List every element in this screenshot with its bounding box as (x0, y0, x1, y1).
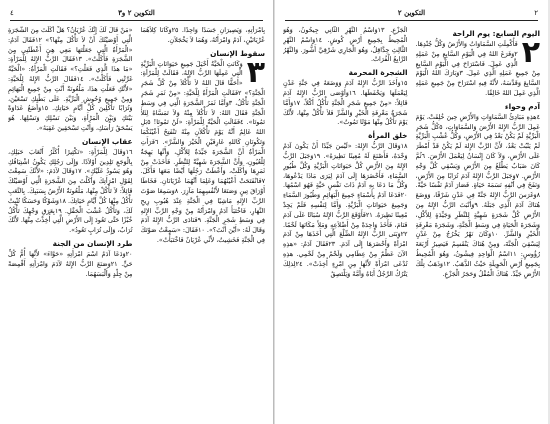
section-heading: الشجرة المحرمة (348, 68, 408, 78)
text-columns (283, 26, 540, 418)
page-header (10, 6, 263, 21)
running-head: التكوين ٢ و٣ (118, 8, 155, 17)
section-heading: طرد الإنسان من الجنة (52, 238, 133, 248)
paragraph: الْجَزْعِ. ١٣وَاسْمُ النَّهْرِ الثَّانِي جِيحُونُ، وَهُوَ الْمُحِيطُ بِجَمِيعِ أَرْضِ كُوشٍ. ١٤وَاسْمُ النَّهْرِ الثَّالِثِ حِدَّاقِلُ، وَهُوَ الْجَارِي شَرْقِيَّ أَشُّورَ. وَالنَّهْرُ الرَّابِعُ الْفُرَاتُ. (283, 26, 408, 64)
page-number: ٤ (10, 9, 14, 17)
column-right (141, 26, 266, 418)
section-heading: اليوم السابع: يوم الراحة (452, 29, 540, 38)
column-right (416, 26, 541, 418)
left-page (0, 0, 274, 424)
chapter-text: فَأُكْمِلَتِ السَّمَاوَاتُ وَالأَرْضُ وَكُلُّ جُنْدِهَا. ٢وَفَرَغَ اللهُ فِي الْيَوْمِ السَّابِعِ مِنْ عَمَلِهِ الَّذِي عَمِلَ. فَاسْتَرَاحَ فِي الْيَوْمِ السَّابِعِ مِنْ جَمِيعِ عَمَلِهِ الَّذِي عَمِلَ. ٣وَبَارَكَ اللهُ الْيَوْمَ السَّابِعَ وَقَدَّسَهُ، لأَنَّهُ فِيهِ اسْتَرَاحَ مِنْ جَمِيعِ عَمَلِهِ الَّذِي عَمِلَ اللهُ خَالِقًا. (415, 40, 540, 97)
chapter-number: ٢ (521, 35, 540, 70)
text-columns (8, 26, 265, 418)
section-heading: سقوط الإنسان (210, 48, 265, 58)
paragraph: ١٥وَأَخَذَ الرَّبُّ الإِلهُ آدَمَ وَوَضَعَهُ فِي جَنَّةِ عَدْنٍ لِيَعْمَلَهَا وَيَحْفَظَهَا. ١٦وَأَوْصَى الرَّبُّ الإِلهُ آدَمَ قَائِلاً: «مِنْ جَمِيعِ شَجَرِ الْجَنَّةِ تَأْكُلُ أَكْلاً، ١٧وَأَمَّا شَجَرَةُ مَعْرِفَةِ الْخَيْرِ وَالشَّرِّ فَلاَ تَأْكُلْ مِنْهَا، لأَنَّكَ يَوْمَ تَأْكُلُ مِنْهَا مَوْتًا تَمُوتُ». (283, 79, 408, 127)
section-heading: آدم وحواء (504, 101, 540, 111)
right-page (274, 0, 548, 424)
chapter-paragraph (415, 35, 541, 99)
paragraph: ١٦وَقَالَ لِلْمَرْأَةِ: «تَكْثِيرًا أُكَثِّرُ أَتْعَابَ حَبَلِكِ، بِالْوَجَعِ تَلِدِينَ أَوْلاَدًا. وَإِلَى رَجُلِكِ يَكُونُ اشْتِيَاقُكِ وَهُوَ يَسُودُ عَلَيْكِ». ١٧وَقَالَ لآدَمَ: «لأَنَّكَ سَمِعْتَ لِقَوْلِ امْرَأَتِكَ وَأَكَلْتَ مِنَ الشَّجَرَةِ الَّتِي أَوْصَيْتُكَ قَائِلاً: لاَ تَأْكُلْ مِنْهَا، مَلْعُونَةٌ الأَرْضُ بِسَبَبِكَ. بِالتَّعَبِ تَأْكُلُ مِنْهَا كُلَّ أَيَّامِ حَيَاتِكَ. ١٨وَشَوْكًا وَحَسَكًا تُنْبِتُ لَكَ، وَتَأْكُلُ عُشْبَ الْحَقْلِ. ١٩بِعَرَقِ وَجْهِكَ تَأْكُلُ خُبْزًا حَتَّى تَعُودَ إِلَى الأَرْضِ الَّتِي أُخِذْتَ مِنْهَا. لأَنَّكَ تُرَابٌ، وَإِلَى تُرَابٍ تَعُودُ». (8, 147, 133, 235)
chapter-text: وَكَانَتِ الْحَيَّةُ أَحْيَلَ جَمِيعِ حَيَوَانَاتِ الْبَرِّيَّةِ الَّتِي عَمِلَهَا الرَّبُّ الإِلهُ، فَقَالَتْ لِلْمَرْأَةِ: «أَحَقًّا قَالَ اللهُ لاَ تَأْكُلاَ مِنْ كُلِّ شَجَرِ الْجَنَّةِ؟» ٢فَقَالَتِ الْمَرْأَةُ لِلْحَيَّةِ: «مِنْ ثَمَرِ شَجَرِ الْجَنَّةِ نَأْكُلُ، ٣وَأَمَّا ثَمَرُ الشَّجَرَةِ الَّتِي فِي وَسَطِ الْجَنَّةِ فَقَالَ اللهُ: لاَ تَأْكُلاَ مِنْهُ وَلاَ تَمَسَّاهُ لِئَلاَّ تَمُوتَا». ٤فَقَالَتِ الْحَيَّةُ لِلْمَرْأَةِ: «لَنْ تَمُوتَا! ٥بَلِ اللهُ عَالِمٌ أَنَّهُ يَوْمَ تَأْكُلاَنِ مِنْهُ تَنْفَتِحُ أَعْيُنُكُمَا وَتَكُونَانِ كَاللهِ عَارِفَيْنِ الْخَيْرَ وَالشَّرَّ». ٦فَرَأَتِ الْمَرْأَةُ أَنَّ الشَّجَرَةَ جَيِّدَةٌ لِلأَكْلِ، وَأَنَّهَا بَهِجَةٌ لِلْعُيُونِ، وَأَنَّ الشَّجَرَةَ شَهِيَّةٌ لِلنَّظَرِ. فَأَخَذَتْ مِنْ ثَمَرِهَا وَأَكَلَتْ، وَأَعْطَتْ رَجُلَهَا أَيْضًا مَعَهَا فَأَكَلَ. ٧فَانْفَتَحَتْ أَعْيُنُهُمَا وَعَلِمَا أَنَّهُمَا عُرْيَانَانِ. فَخَاطَا أَوْرَاقَ تِينٍ وَصَنَعَا لأَنْفُسِهِمَا مَآزِرَ. ٨وَسَمِعَا صَوْتَ الرَّبِّ الإِلهِ مَاشِيًا فِي الْجَنَّةِ عِنْدَ هُبُوبِ رِيحِ النَّهَارِ، فَاخْتَبَأَ آدَمُ وَامْرَأَتُهُ مِنْ وَجْهِ الرَّبِّ الإِلهِ فِي وَسَطِ شَجَرِ الْجَنَّةِ. ٩فَنَادَى الرَّبُّ الإِلهُ آدَمَ وَقَالَ لَهُ: «أَيْنَ أَنْتَ؟». ١٠فَقَالَ: «سَمِعْتُ صَوْتَكَ فِي الْجَنَّةِ فَخَشِيتُ، لأَنِّي عُرْيَانٌ فَاخْتَبَأْتُ». (140, 59, 265, 244)
page-number: ٢ (534, 9, 538, 17)
paragraph: بِامْرَأَتِهِ، وَيَصِيرَانِ جَسَدًا وَاحِدًا. ٢٥وَكَانَا كِلاَهُمَا عُرْيَانَيْنِ، آدَمُ وَامْرَأَتُهُ، وَهُمَا لاَ يَخْجَلاَنِ. (140, 26, 265, 44)
section-heading: خلق المرأة (368, 131, 408, 141)
chapter-paragraph (140, 54, 266, 246)
section-heading: عقاب الإنسان (81, 136, 133, 146)
column-left (8, 26, 133, 418)
paragraph: «مَنْ قَالَ لَكَ إِنَّكَ عُرْيَانٌ؟ هَلْ أَكَلْتَ مِنَ الشَّجَرَةِ الَّتِي أَوْصَيْتُكَ أَنْ لاَ تَأْكُلَ مِنْهَا؟» ١٢فَقَالَ آدَمُ: «الْمَرْأَةُ الَّتِي جَعَلْتَهَا مَعِي هِيَ أَعْطَتْنِي مِنَ الشَّجَرَةِ فَأَكَلْتُ». ١٣فَقَالَ الرَّبُّ الإِلهُ لِلْمَرْأَةِ: «مَا هذَا الَّذِي فَعَلْتِ؟» فَقَالَتِ الْمَرْأَةُ: «الْحَيَّةُ غَرَّتْنِي فَأَكَلْتُ». ١٤فَقَالَ الرَّبُّ الإِلهُ لِلْحَيَّةِ: «لأَنَّكِ فَعَلْتِ هذَا، مَلْعُونَةٌ أَنْتِ مِنْ جَمِيعِ الْبَهَائِمِ وَمِنْ جَمِيعِ وُحُوشِ الْبَرِّيَّةِ. عَلَى بَطْنِكِ تَسْعَيْنَ، وَتُرَابًا تَأْكُلِينَ كُلَّ أَيَّامِ حَيَاتِكِ. ١٥وَأَضَعُ عَدَاوَةً بَيْنَكِ وَبَيْنَ الْمَرْأَةِ، وَبَيْنَ نَسْلِكِ وَنَسْلِهَا. هُوَ يَسْحَقُ رَأْسَكِ، وَأَنْتِ تَسْحَقِينَ عَقِبَهُ». (8, 26, 133, 132)
paragraph: ٤هذِهِ مَبَادِئُ السَّمَاوَاتِ وَالأَرْضِ حِينَ خُلِقَتْ، يَوْمَ عَمِلَ الرَّبُّ الإِلهُ الأَرْضَ وَالسَّمَاوَاتِ، ٥كُلُّ شَجَرِ الْبَرِّيَّةِ لَمْ يَكُنْ بَعْدُ فِي الأَرْضِ، وَكُلُّ عُشْبِ الْبَرِّيَّةِ لَمْ يَنْبُتْ بَعْدُ، لأَنَّ الرَّبَّ الإِلهَ لَمْ يَكُنْ قَدْ أَمْطَرَ عَلَى الأَرْضِ، وَلاَ كَانَ إِنْسَانٌ لِيَعْمَلَ الأَرْضَ. ٦ثُمَّ كَانَ ضَبَابٌ يَطْلَعُ مِنَ الأَرْضِ وَيَسْقِي كُلَّ وَجْهِ الأَرْضِ. ٧وَجَبَلَ الرَّبُّ الإِلهُ آدَمَ تُرَابًا مِنَ الأَرْضِ، وَنَفَخَ فِي أَنْفِهِ نَسَمَةَ حَيَاةٍ. فَصَارَ آدَمُ نَفْسًا حَيَّةً. ٨وَغَرَسَ الرَّبُّ الإِلهُ جَنَّةً فِي عَدْنٍ شَرْقًا، وَوَضَعَ هُنَاكَ آدَمَ الَّذِي جَبَلَهُ. ٩وَأَنْبَتَ الرَّبُّ الإِلهُ مِنَ الأَرْضِ كُلَّ شَجَرَةٍ شَهِيَّةٍ لِلنَّظَرِ وَجَيِّدَةٍ لِلأَكْلِ، وَشَجَرَةَ الْحَيَاةِ فِي وَسَطِ الْجَنَّةِ، وَشَجَرَةَ مَعْرِفَةِ الْخَيْرِ وَالشَّرِّ. ١٠وَكَانَ نَهْرٌ يَخْرُجُ مِنْ عَدْنٍ لِيَسْقِيَ الْجَنَّةَ، وَمِنْ هُنَاكَ يَنْقَسِمُ فَيَصِيرُ أَرْبَعَةَ رُؤُوسٍ: ١١اسْمُ الْوَاحِدِ فِيشُونُ، وَهُوَ الْمُحِيطُ بِجَمِيعِ أَرْضِ الْحَوِيلَةِ حَيْثُ الذَّهَبُ. ١٢وَذَهَبُ تِلْكَ الأَرْضِ جَيِّدٌ. هُنَاكَ الْمُقْلُ وَحَجَرُ الْجَزْعِ. (415, 112, 540, 278)
running-head: التكوين ٢ (397, 8, 426, 17)
paragraph: ٢٠وَدَعَا آدَمُ اسْمَ امْرَأَتِهِ «حَوَّاءَ» لأَنَّهَا أُمُّ كُلِّ حَيٍّ. ٢١وَصَنَعَ الرَّبُّ الإِلهُ لآدَمَ وَامْرَأَتِهِ أَقْمِصَةً مِنْ جِلْدٍ وَأَلْبَسَهُمَا. (8, 249, 133, 278)
chapter-number: ٣ (246, 54, 265, 90)
paragraph: ١٨وَقَالَ الرَّبُّ الإِلهُ: «لَيْسَ جَيِّدًا أَنْ يَكُونَ آدَمُ وَحْدَهُ، فَأَصْنَعَ لَهُ مُعِينًا نَظِيرَهُ». ١٩وَجَبَلَ الرَّبُّ الإِلهُ مِنَ الأَرْضِ كُلَّ حَيَوَانَاتِ الْبَرِّيَّةِ وَكُلَّ طُيُورِ السَّمَاءِ، فَأَحْضَرَهَا إِلَى آدَمَ لِيَرَى مَاذَا يَدْعُوهَا، وَكُلُّ مَا دَعَا بِهِ آدَمُ ذَاتَ نَفْسٍ حَيَّةٍ فَهُوَ اسْمُهَا. ٢٠فَدَعَا آدَمُ بِأَسْمَاءٍ جَمِيعَ الْبَهَائِمِ وَطُيُورَ السَّمَاءِ وَجَمِيعَ حَيَوَانَاتِ الْبَرِّيَّةِ. وَأَمَّا لِنَفْسِهِ فَلَمْ يَجِدْ مُعِينًا نَظِيرَهُ. ٢١فَأَوْقَعَ الرَّبُّ الإِلهُ سُبَاتًا عَلَى آدَمَ فَنَامَ، فَأَخَذَ وَاحِدَةً مِنْ أَضْلاَعِهِ وَمَلأَ مَكَانَهَا لَحْمًا. ٢٢وَبَنَى الرَّبُّ الإِلهُ الضِّلْعَ الَّتِي أَخَذَهَا مِنْ آدَمَ امْرَأَةً وَأَحْضَرَهَا إِلَى آدَمَ. ٢٣فَقَالَ آدَمُ: «هذِهِ الآنَ عَظْمٌ مِنْ عِظَامِي وَلَحْمٌ مِنْ لَحْمِي. هذِهِ تُدْعَى امْرَأَةً لأَنَّهَا مِنِ امْرِءٍ أُخِذَتْ». ٢٤لِذلِكَ يَتْرُكُ الرَّجُلُ أَبَاهُ وَأُمَّهُ وَيَلْتَصِقُ (283, 142, 408, 278)
column-left (283, 26, 408, 418)
page-header (285, 6, 538, 21)
